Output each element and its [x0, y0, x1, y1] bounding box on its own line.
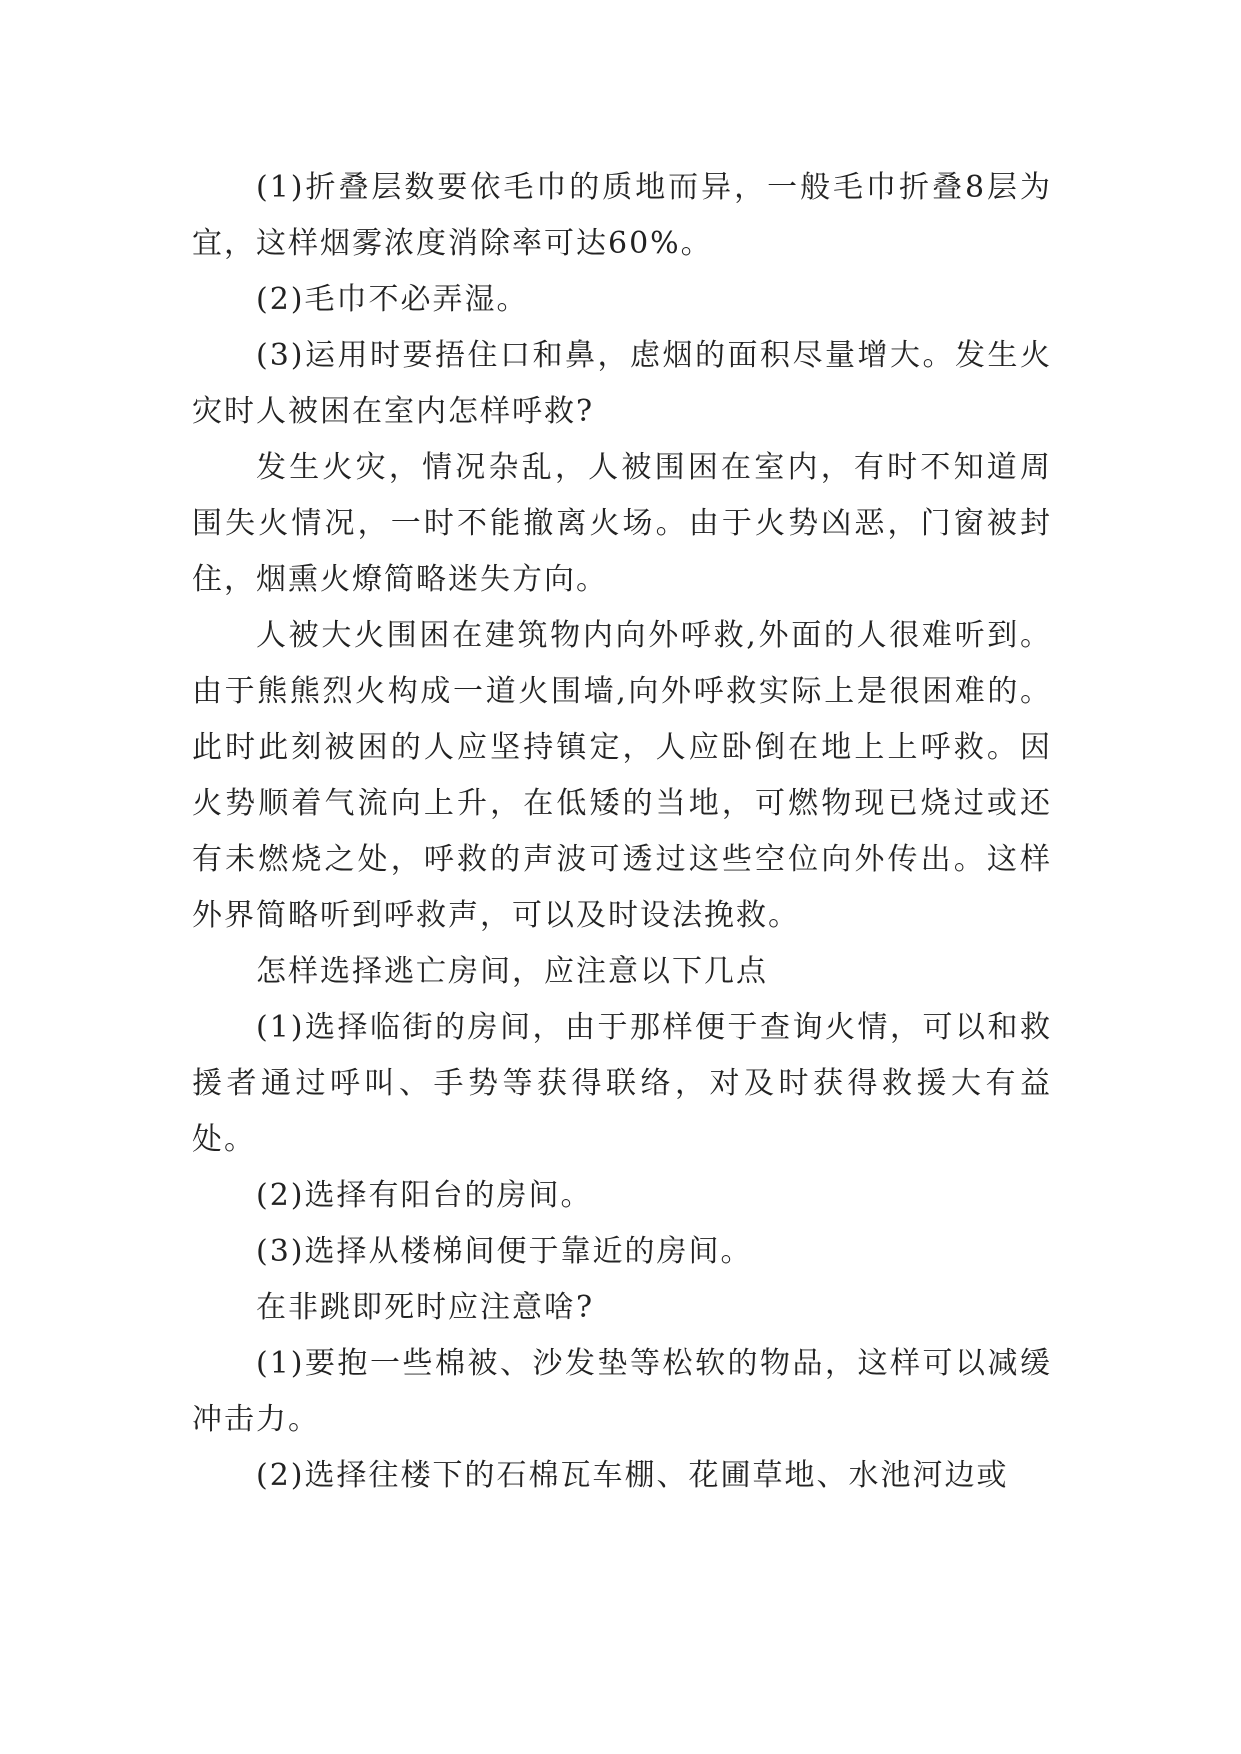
paragraph-stairwell-room: (3)选择从楼梯间便于靠近的房间。 — [256, 1234, 753, 1269]
paragraph-fire-situation: 发生火灾，情况杂乱，人被围困在室内，有时不知道周围失火情况，一时不能撤离火场。由于火势凶恶，门窗被封住，烟熏火燎简略迷失方向。 — [192, 450, 1052, 597]
paragraph-towel-not-wet: (2)毛巾不必弄湿。 — [256, 282, 529, 317]
paragraph-calling-for-help: 人被大火围困在建筑物内向外呼救,外面的人很难听到。由于熊熊烈火构成一道火围墙,向外呼救实际上是很困难的。此时此刻被困的人应坚持镇定，人应卧倒在地上上呼救。因火势顺着气流向上升，在低矮的当地，可燃物现已烧过或还有未燃烧之处，呼救的声波可透过这些空位向外传出。这样外界简略听到呼救声，可以及时设法挽救。 — [192, 618, 1052, 933]
paragraph-landing-spot: (2)选择往楼下的石棉瓦车棚、花圃草地、水池河边或 — [256, 1458, 1009, 1493]
paragraph-choosing-escape-room: 怎样选择逃亡房间，应注意以下几点 — [256, 954, 768, 989]
paragraph-jumping-question: 在非跳即死时应注意啥? — [256, 1290, 595, 1325]
paragraph-street-facing-room: (1)选择临街的房间，由于那样便于查询火情，可以和救援者通过呼叫、手势等获得联络，对及时获得救援大有益处。 — [192, 1010, 1052, 1157]
paragraph-towel-folding: (1)折叠层数要依毛巾的质地而异，一般毛巾折叠8层为宜，这样烟雾浓度消除率可达60%。 — [192, 170, 1052, 261]
paragraph-cover-mouth-nose: (3)运用时要捂住口和鼻，虑烟的面积尽量增大。发生火灾时人被困在室内怎样呼救? — [192, 338, 1052, 429]
paragraph-balcony-room: (2)选择有阳台的房间。 — [256, 1178, 593, 1213]
paragraph-soft-items: (1)要抱一些棉被、沙发垫等松软的物品，这样可以减缓冲击力。 — [192, 1346, 1052, 1437]
document-body — [192, 160, 1052, 1504]
